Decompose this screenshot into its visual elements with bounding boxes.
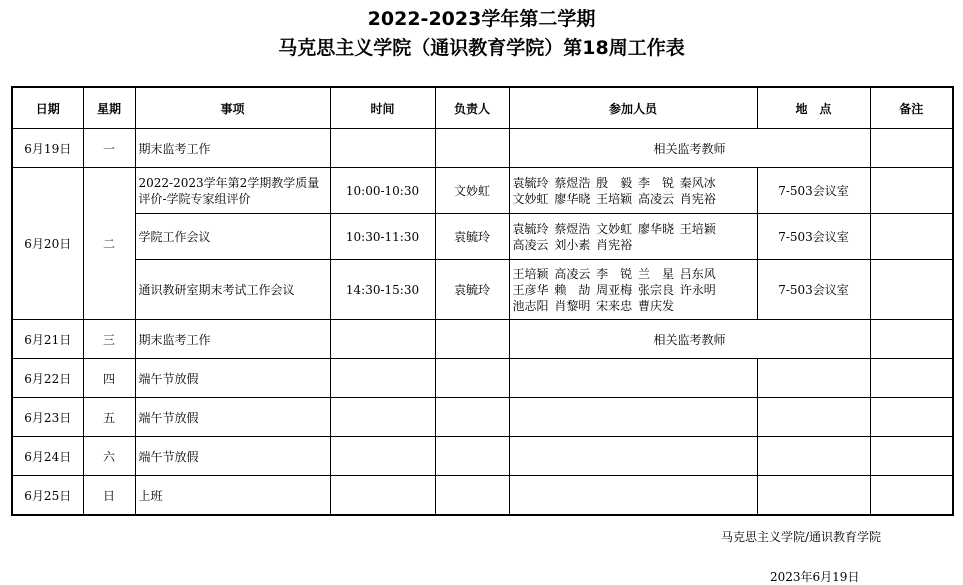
cell-place [757,437,870,476]
header-owner: 负责人 [435,87,509,129]
cell-participants: 相关监考教师 [509,320,870,359]
cell-owner: 袁毓玲 [435,214,509,260]
table-row [12,476,953,516]
cell-matter: 端午节放假 [135,359,330,398]
cell-weekday: 一 [83,129,135,168]
cell-date: 6月20日 [12,168,83,320]
cell-time [330,129,435,168]
header-date: 日期 [12,87,83,129]
cell-participants: 袁毓玲 蔡煜浩 殷 毅 李 锐 秦风冰 文妙虹 廖华晓 王培颖 高凌云 肖宪裕 [509,168,757,214]
footer-organization: 马克思主义学院/通识教育学院 [721,530,882,544]
cell-owner [435,437,509,476]
cell-matter: 学院工作会议 [135,214,330,260]
header-weekday: 星期 [83,87,135,129]
header-matter: 事项 [135,87,330,129]
cell-note [870,437,953,476]
table-row [12,398,953,437]
schedule-table [11,86,954,516]
cell-owner [435,320,509,359]
cell-date: 6月25日 [12,476,83,516]
footer-date: 2023年6月19日 [770,570,860,584]
page-subtitle: 马克思主义学院（通识教育学院）第18周工作表 [278,37,685,59]
cell-participants: 袁毓玲 蔡煜浩 文妙虹 廖华晓 王培颖 高凌云 刘小素 肖宪裕 [509,214,757,260]
cell-participants [509,398,757,437]
cell-owner: 文妙虹 [435,168,509,214]
cell-place [757,476,870,516]
cell-matter: 上班 [135,476,330,516]
cell-note [870,168,953,214]
cell-note [870,476,953,516]
cell-participants: 相关监考教师 [509,129,870,168]
cell-owner [435,129,509,168]
cell-date: 6月24日 [12,437,83,476]
cell-time: 10:30-11:30 [330,214,435,260]
cell-date: 6月21日 [12,320,83,359]
table-row [12,129,953,168]
cell-date: 6月19日 [12,129,83,168]
cell-matter: 通识教研室期末考试工作会议 [135,260,330,320]
cell-time: 10:00-10:30 [330,168,435,214]
cell-place [757,398,870,437]
page-title: 2022-2023学年第二学期 [367,8,596,30]
table-row [12,168,953,214]
header-place: 地 点 [757,87,870,129]
header-row [12,87,953,129]
cell-participants [509,476,757,516]
cell-matter: 期末监考工作 [135,129,330,168]
cell-note [870,214,953,260]
cell-time: 14:30-15:30 [330,260,435,320]
cell-date: 6月22日 [12,359,83,398]
cell-owner [435,398,509,437]
cell-place: 7-503会议室 [757,168,870,214]
cell-owner: 袁毓玲 [435,260,509,320]
cell-note [870,359,953,398]
cell-weekday: 二 [83,168,135,320]
header-note: 备注 [870,87,953,129]
cell-owner [435,359,509,398]
cell-note [870,129,953,168]
cell-participants [509,437,757,476]
cell-place: 7-503会议室 [757,260,870,320]
cell-owner [435,476,509,516]
cell-participants: 王培颖 高凌云 李 锐 兰 星 吕东风 王彦华 赖 劼 周亚梅 张宗良 许永明 池志阳 肖黎明 宋来忠 曹庆发 [509,260,757,320]
cell-time [330,359,435,398]
header-participants: 参加人员 [509,87,757,129]
cell-weekday: 四 [83,359,135,398]
table-row [12,320,953,359]
table-row [12,437,953,476]
cell-matter: 端午节放假 [135,437,330,476]
cell-time [330,476,435,516]
cell-note [870,260,953,320]
cell-time [330,437,435,476]
cell-weekday: 六 [83,437,135,476]
table-row [12,214,953,260]
cell-matter: 2022-2023学年第2学期教学质量评价-学院专家组评价 [135,168,330,214]
cell-matter: 端午节放假 [135,398,330,437]
cell-weekday: 日 [83,476,135,516]
cell-date: 6月23日 [12,398,83,437]
header-time: 时间 [330,87,435,129]
cell-matter: 期末监考工作 [135,320,330,359]
cell-note [870,320,953,359]
cell-place: 7-503会议室 [757,214,870,260]
cell-weekday: 五 [83,398,135,437]
cell-note [870,398,953,437]
cell-time [330,398,435,437]
table-row [12,260,953,320]
cell-place [757,359,870,398]
cell-weekday: 三 [83,320,135,359]
cell-time [330,320,435,359]
table-row [12,359,953,398]
cell-participants [509,359,757,398]
